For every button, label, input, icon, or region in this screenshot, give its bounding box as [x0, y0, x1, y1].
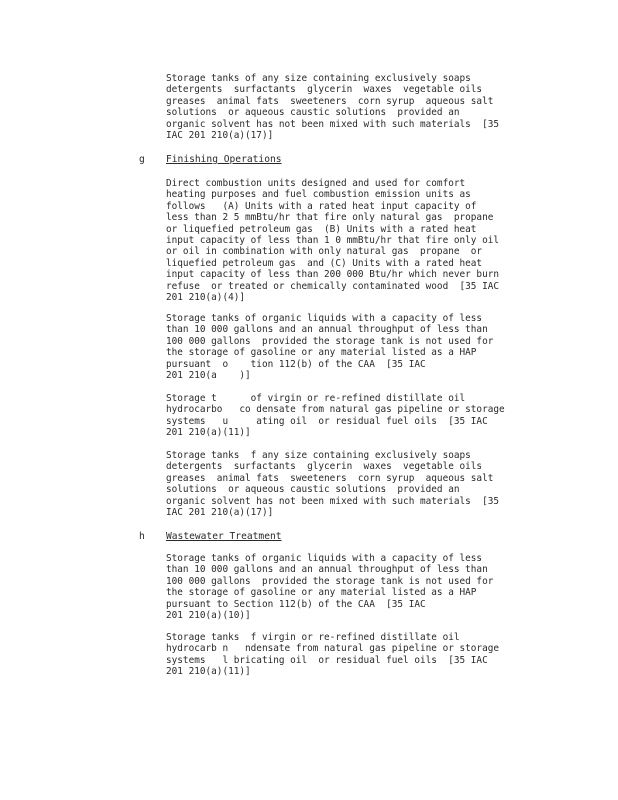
section-marker-g: g — [139, 154, 145, 165]
section-heading-wastewater-treatment: Wastewater Treatment — [166, 531, 282, 542]
paragraph-storage-tanks-distillate-oil-2: Storage tanks f virgin or re-refined distillate oil hydrocarb n ndensate from natural gas pipeline or storage systems l bricating oil or residual fuel oils [35 IAC 201 210(a)(11)] — [166, 632, 500, 678]
paragraph-storage-tanks-soaps-2: Storage tanks f any size containing exclusively soaps detergents surfactants glycerin waxes vegetable oils greases animal fats sweeteners corn syrup aqueous salt solutions or aqueous caustic solutions provided an organic solvent has not been mixed with such materials [35 IAC 201 210(a)(17)] — [166, 450, 500, 519]
paragraph-direct-combustion-units: Direct combustion units designed and used for comfort heating purposes and fuel combustion emission units as follows (A) Units with a rated heat input capacity of less than 2 5 mmBtu/hr that fire only natural gas propane or liquefied petroleum gas (B) Units with a rated heat input capacity of less than 1 0 mmBtu/hr that fire only oil or oil in combination with only natural gas propane or liquefied petroleum gas and (C) Units with a rated heat input capacity of less than 200 000 Btu/hr which never burn refuse or treated or chemically contaminated wood [35 IAC 201 210(a)(4)] — [166, 178, 500, 304]
paragraph-storage-tanks-organic-liquids-1: Storage tanks of organic liquids with a capacity of less than 10 000 gallons and an annual throughput of less than 100 000 gallons provided the storage tank is not used for the storage of gasoline or any material listed as a HAP pursuant o tion 112(b) of the CAA [35 IAC 201 210(a )] — [166, 313, 494, 382]
section-marker-h: h — [139, 531, 145, 542]
paragraph-storage-tanks-organic-liquids-2: Storage tanks of organic liquids with a capacity of less than 10 000 gallons and an annual throughput of less than 100 000 gallons provided the storage tank is not used for the storage of gasoline or any material listed as a HAP pursuant to Section 112(b) of the CAA [35 IAC 201 210(a)(10)] — [166, 553, 494, 622]
paragraph-storage-tanks-soaps-1: Storage tanks of any size containing exclusively soaps detergents surfactants glycerin waxes vegetable oils greases animal fats sweeteners corn syrup aqueous salt solutions or aqueous caustic solutions provided an organic solvent has not been mixed with such materials [35 IAC 201 210(a)(17)] — [166, 73, 500, 142]
paragraph-storage-tanks-distillate-oil-1: Storage t of virgin or re-refined distillate oil hydrocarbo co densate from natural gas pipeline or storage systems u ating oil or residual fuel oils [35 IAC 201 210(a)(11)] — [166, 393, 505, 439]
section-heading-finishing-operations: Finishing Operations — [166, 154, 282, 165]
